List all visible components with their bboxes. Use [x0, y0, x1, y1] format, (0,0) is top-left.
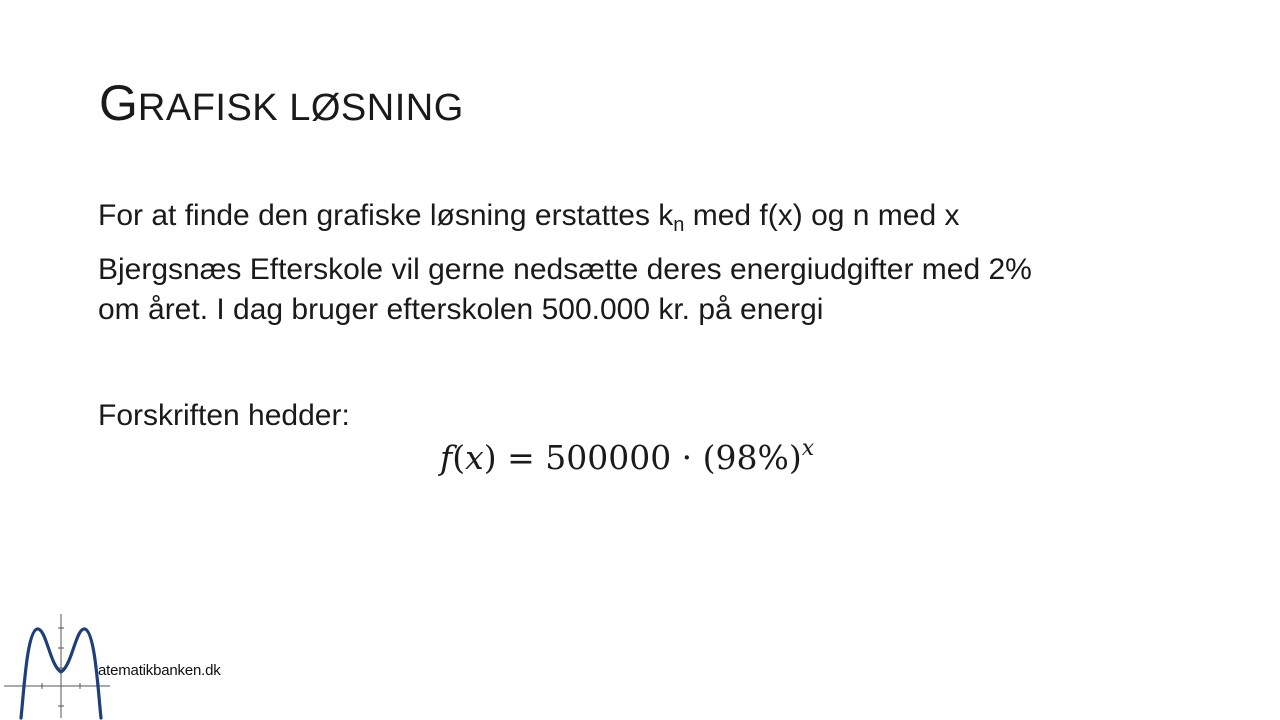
- text-line-2: Bjergsnæs Efterskole vil gerne nedsætte deres energiudgifter med 2%: [98, 253, 1032, 286]
- line1-text: For at finde den grafiske løsning erstattes k: [98, 199, 674, 232]
- formula: $f(x) = 500000 \cdot (98\%)^x$: [440, 436, 815, 477]
- logo-text: atematikbanken.dk: [98, 662, 221, 679]
- line1-text-end: med f(x) og n med x: [684, 199, 960, 232]
- title-first-letter: G: [99, 75, 138, 131]
- formula-argument: x: [465, 438, 484, 477]
- text-line-1: [98, 196, 960, 236]
- text-line-3: om året. I dag bruger efterskolen 500.000 kr. på energi: [98, 293, 824, 326]
- formula-body: = 500000 · (98%): [496, 438, 802, 477]
- text-line-4: Forskriften hedder:: [98, 399, 350, 432]
- slide-title: [99, 75, 464, 131]
- logo: [0, 610, 230, 720]
- formula-function-name: f: [440, 438, 453, 477]
- line1-subscript: n: [673, 214, 685, 236]
- title-rest: RAFISK LØSNING: [137, 87, 464, 129]
- formula-exponent: x: [801, 436, 815, 461]
